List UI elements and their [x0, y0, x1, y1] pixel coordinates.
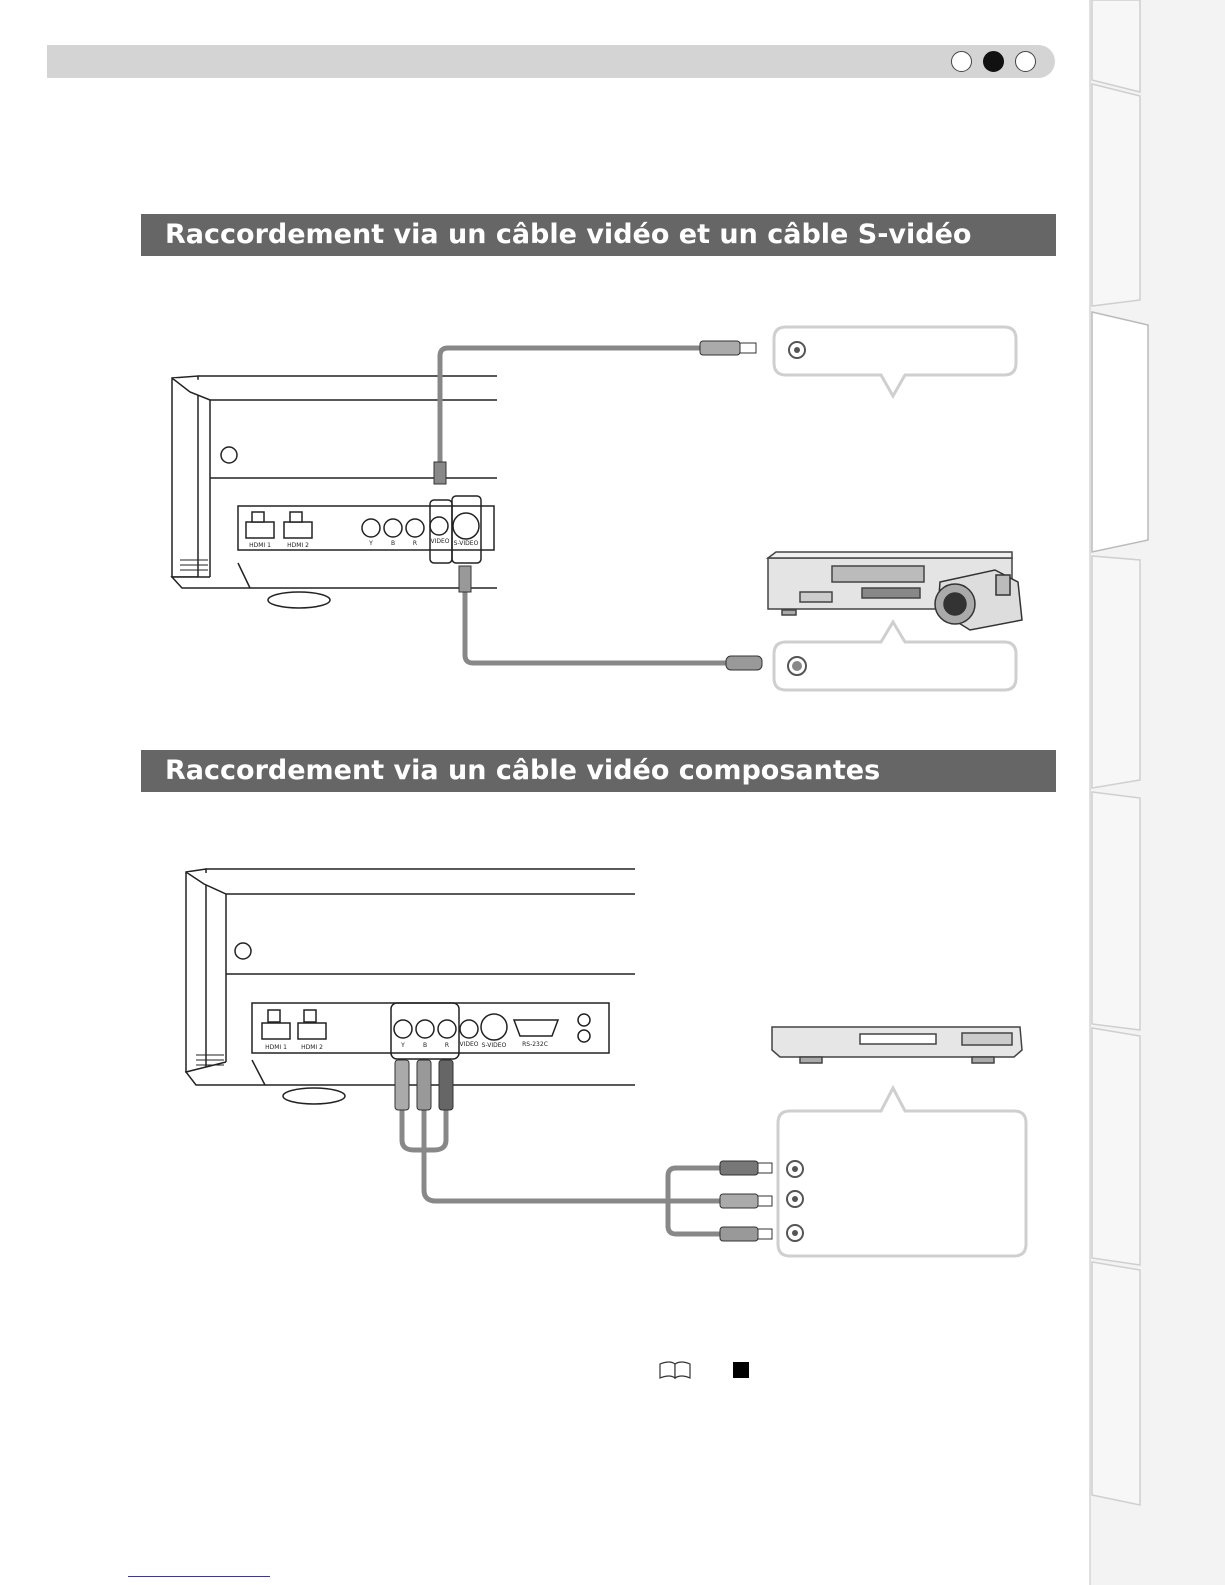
- svg-text:S-VIDEO: S-VIDEO: [453, 540, 479, 547]
- black-square-icon: [733, 1362, 749, 1378]
- svg-text:Y: Y: [401, 1042, 405, 1049]
- svg-text:RS-232C: RS-232C: [522, 1041, 548, 1048]
- svg-text:VIDEO: VIDEO: [430, 538, 450, 545]
- svg-text:Y: Y: [369, 540, 373, 547]
- svg-text:HDMI 2: HDMI 2: [287, 542, 309, 549]
- component-plugs-projector: [395, 1060, 453, 1110]
- component-cable: [402, 1110, 720, 1234]
- svg-text:HDMI 2: HDMI 2: [301, 1044, 323, 1051]
- projector-rear-1: [172, 376, 497, 608]
- callout-video-output: [774, 327, 1016, 396]
- svg-text:HDMI 1: HDMI 1: [265, 1044, 287, 1051]
- video-cable: [434, 341, 756, 484]
- callout-component-output: [778, 1088, 1026, 1256]
- side-tabs: [1090, 0, 1225, 1585]
- svg-text:R: R: [444, 1042, 450, 1049]
- section-title-video-svideo: Raccordement via un câble vidéo et un câble S-vidéo: [141, 214, 1056, 256]
- component-plugs-device: [720, 1161, 772, 1241]
- svg-text:VIDEO: VIDEO: [459, 1041, 479, 1048]
- svideo-cable: [459, 566, 762, 670]
- svg-text:HDMI 1: HDMI 1: [249, 542, 271, 549]
- projector-rear-2: [186, 869, 635, 1104]
- svg-text:B: B: [390, 540, 396, 547]
- callout-svideo-output: [774, 622, 1016, 690]
- dvd-player-device: [772, 1027, 1022, 1063]
- section-title-component: Raccordement via un câble vidéo composantes: [141, 750, 1056, 792]
- bottom-link-underline: [128, 1576, 270, 1577]
- svg-text:S-VIDEO: S-VIDEO: [481, 1042, 507, 1049]
- svg-text:B: B: [422, 1042, 428, 1049]
- book-icon: [660, 1362, 690, 1378]
- svg-text:R: R: [412, 540, 418, 547]
